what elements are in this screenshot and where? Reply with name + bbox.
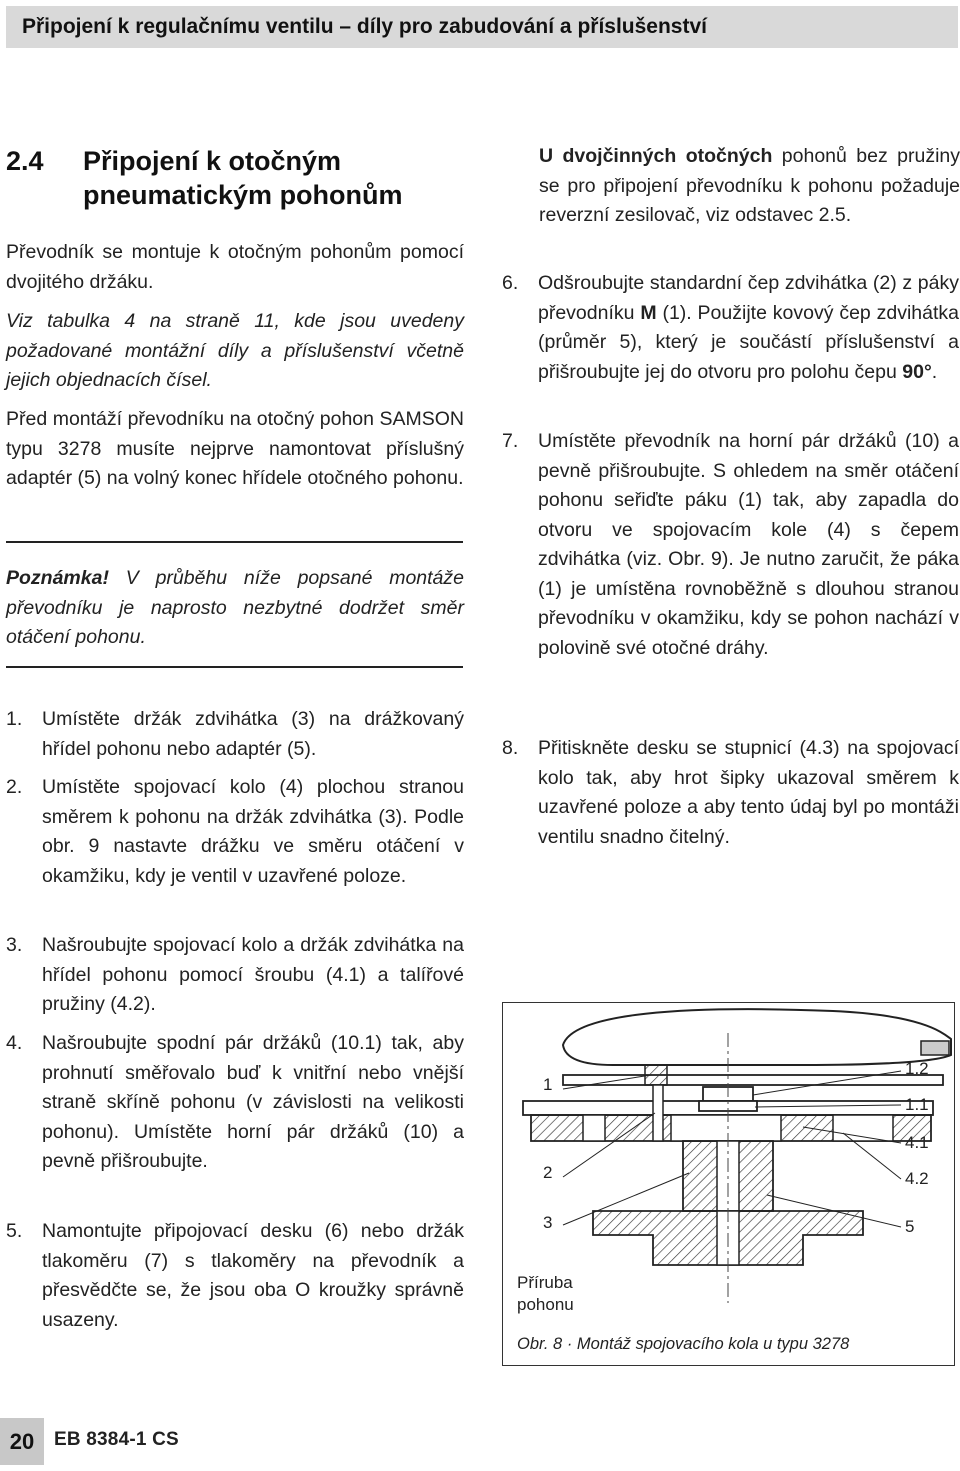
step-text: Našroubujte spojovací kolo a držák zdvihátka na hřídel pohonu pomocí šroubu (4.1) a talířové pružiny (4.2). (42, 934, 464, 1015)
fig-label-4-1: 4.1 (905, 1133, 929, 1152)
right-intro-bold: U dvojčinných otočných (539, 145, 773, 167)
page-number-badge (0, 1418, 44, 1465)
document-id: EB 8384-1 CS (54, 1429, 179, 1450)
step6-text-a: Odšroubujte standardní čep zdvihátka (2) z páky převodníku (538, 272, 959, 324)
step-text: Umístěte držák zdvihátka (3) na drážkovaný hřídel pohonu nebo adaptér (5). (42, 708, 464, 760)
step-text: Namontujte připojovací desku (6) nebo držák tlakoměru (7) s tlakoměry na převodník a přesvědčte se, že jsou oba O kroužky správně usazeny. (42, 1220, 464, 1331)
intro-paragraph-1: Převodník se montuje k otočným pohonům pomocí dvojitého držáku. (6, 241, 464, 293)
fig-label-1-1: 1.1 (905, 1095, 929, 1114)
page-header (6, 6, 958, 48)
step6-text-c: (1). Použijte kovový čep zdvihátka (průměr 5), který je součástí příslušenství a přišroubujte jej do otvoru pro polohu čepu (538, 301, 959, 383)
note-label: Poznámka! (6, 567, 109, 589)
fig-label-flange-1: Příruba (517, 1273, 573, 1292)
step-number: 5. (6, 1220, 23, 1242)
fig-label-flange-2: pohonu (517, 1295, 574, 1314)
intro-paragraph-2: Viz tabulka 4 na straně 11, kde jsou uvedeny požadované montážní díly a příslušenství včetně jejich objednacích čísel. (6, 310, 464, 391)
step-text: Umístěte převodník na horní pár držáků (10) a pevně přišroubujte. S ohledem na směr otáčení pohonu seřiďte páku (1) tak, aby zapadla do otvoru ve spojovacím kole (4) s čepem zdvihátka (viz. Obr. 9). Je nutno zaručit, že páka (1) je umístěna rovnoběžně s dlouhou stranou převodníku v okamžiku, kdy se pohon nachází v polovině své otočné dráhy. (538, 430, 959, 659)
step-text (538, 269, 959, 387)
step6-bold-angle: 90° (902, 360, 932, 383)
fig-label-4-2: 4.2 (905, 1169, 929, 1188)
figure-caption: Obr. 8 · Montáž spojovacího kola u typu 3278 (517, 1335, 850, 1353)
step-number: 2. (6, 776, 23, 798)
transmitter-housing-shape (563, 1009, 951, 1065)
note-rule-top (6, 541, 463, 543)
right-intro-text: pohonů bez pružiny se pro připojení převodníku k pohonu požaduje reverzní zesilovač, viz odstavec 2.5. (539, 145, 960, 226)
step-text: Umístěte spojovací kolo (4) plochou stranou směrem k pohonu na držák zdvihátka (3). Podle obr. 9 nastavte drážku ve směru otáčení v okamžiku, kdy je ventil v uzavřené poloze. (42, 776, 464, 887)
intro-paragraph-3: Před montáží převodníku na otočný pohon SAMSON typu 3278 musíte nejprve namontovat příslušný adaptér (5) na volný konec hřídele otočného pohonu. (6, 408, 464, 489)
fig-label-5: 5 (905, 1217, 915, 1236)
step-number: 6. (502, 272, 519, 294)
right-intro (539, 142, 960, 231)
note (6, 564, 464, 653)
page-number: 20 (9, 1428, 35, 1454)
header-title: Připojení k regulačnímu ventilu – díly pro zabudování a příslušenství (22, 15, 707, 38)
fig-label-2: 2 (543, 1163, 553, 1182)
step6-bold-m: M (640, 301, 657, 324)
section-number: 2.4 (6, 146, 44, 176)
section-title: Připojení k otočným pneumatickým pohonům (83, 146, 403, 210)
step-text: Našroubujte spodní pár držáků (10.1) tak, aby prohnutí směřovalo buď k vnitřní nebo vnější straně skříně pohonu (v závislosti na velikosti pohonu). Umístěte horní pár držáků (10) a pevně přišroubujte. (42, 1032, 464, 1172)
note-rule-bottom (6, 666, 463, 668)
step6-text-e: . (931, 360, 938, 383)
fig-label-1: 1 (543, 1075, 553, 1094)
step-number: 7. (502, 430, 519, 452)
figure-8 (502, 1002, 955, 1366)
step-number: 4. (6, 1032, 23, 1054)
step-number: 8. (502, 737, 519, 759)
note-text: V průběhu níže popsané montáže převodníku je naprosto nezbytné dodržet směr otáčení pohonu. (6, 567, 465, 648)
fig-label-1-2: 1.2 (905, 1059, 929, 1078)
step-number: 3. (6, 934, 23, 956)
step-number: 1. (6, 708, 23, 730)
fig-label-3: 3 (543, 1213, 553, 1232)
step-text: Přitiskněte desku se stupnicí (4.3) na spojovací kolo tak, aby hrot šipky ukazoval směrem k uzavřené poloze a aby tento údaj byl po montáži ventilu snadno čitelný. (538, 737, 959, 848)
